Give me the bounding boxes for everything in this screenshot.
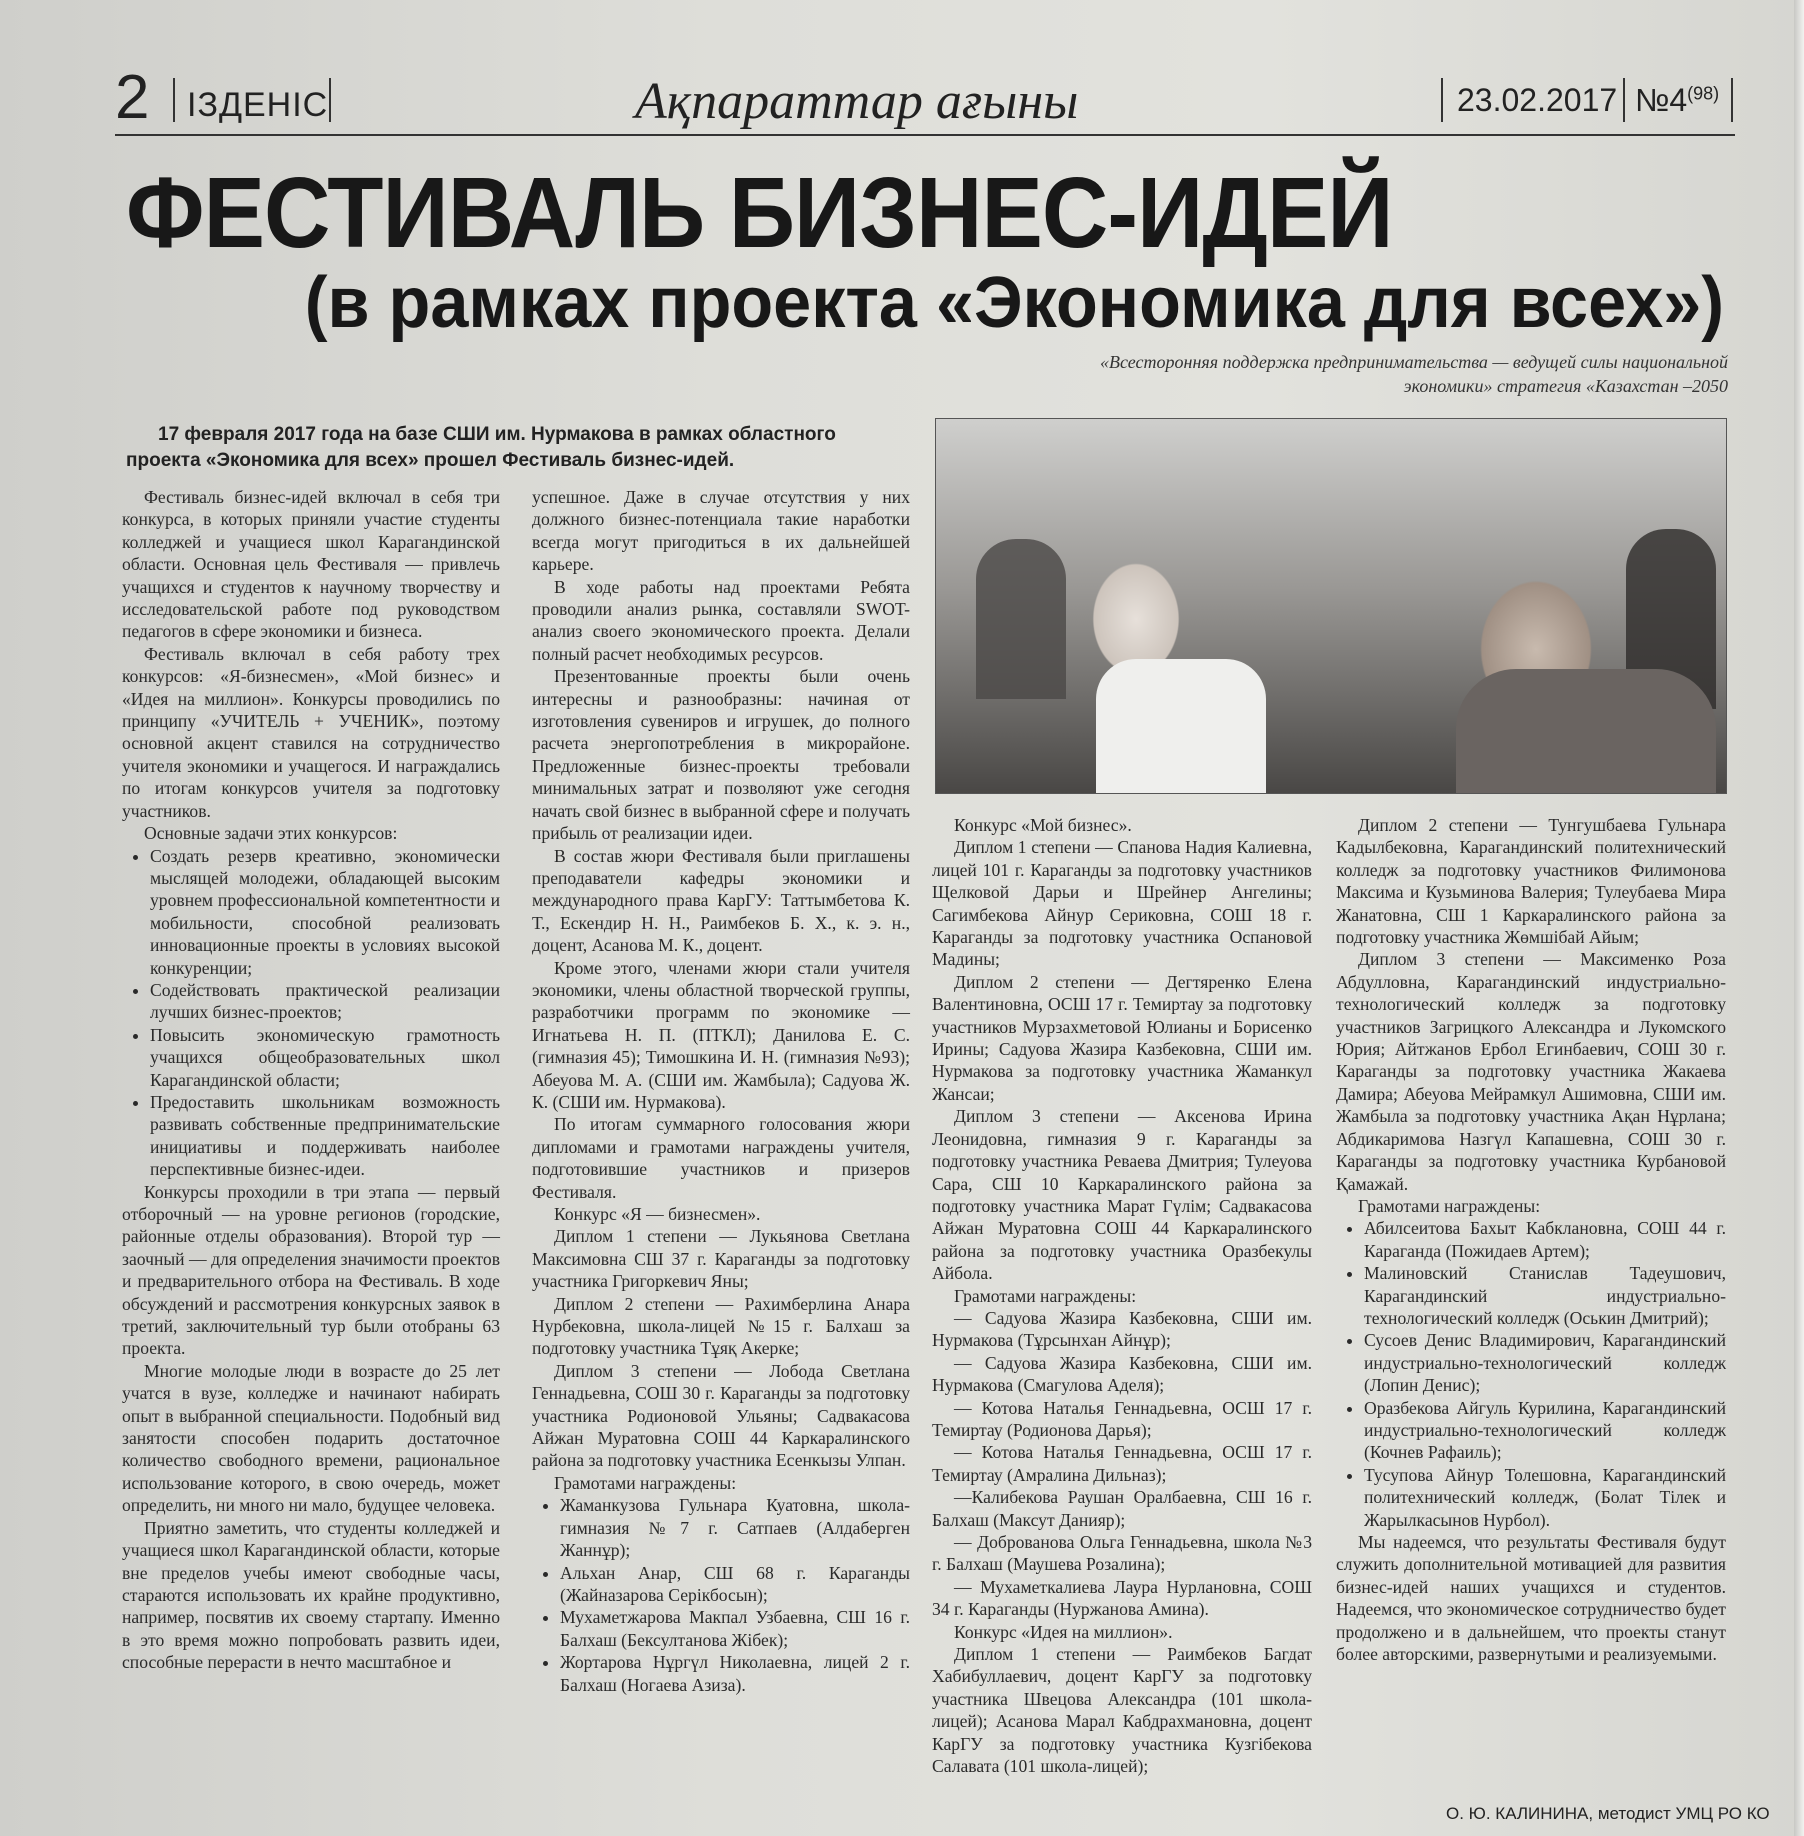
photo-figure <box>1096 659 1266 793</box>
page-header <box>115 63 1735 136</box>
paragraph: В состав жюри Фестиваля были приглашены преподаватели кафедры экономики и международного права КарГУ: Таттымбетова К. Т., Ескендир Н. Н., Раимбеков Б. Х., к. э. н., доцент, Асанова М. К., доцент. <box>532 845 910 956</box>
article-title: ФЕСТИВАЛЬ БИЗНЕС-ИДЕЙ <box>126 157 1393 269</box>
page-number: 2 <box>115 63 150 132</box>
list-item: • Тусупова Айнур Толешовна, Карагандинский политехнический колледж, (Болат Тілек и Жарылкасынов Нурбол). <box>1364 1464 1726 1531</box>
paragraph: — Котова Наталья Геннадьевна, ОСШ 17 г. Темиртау (Родионова Дарья); <box>932 1397 1312 1440</box>
paragraph: Диплом 1 степени — Раимбеков Багдат Хабибуллаевич, доцент КарГУ за подготовку участника Швецова Александра (101 школа-лицей); Асанова Марал Кабдрахмановна, доцент КарГУ за подготовку участника Кузгібекова Салавата (101 школа-лицей); <box>932 1644 1312 1777</box>
paragraph: Кроме этого, членами жюри стали учителя экономики, члены областной творческой группы, разработчики программ по экономике — Игнатьева Н. П. (ПТКЛ); Данилова Е. С. (гимназия 45); Тимошкина И. Н. (гимназия №93); Абеуова М. А. (СШИ им. Жамбыла); Садуова Ж. К. (СШИ им. Нурмакова). <box>532 957 910 1112</box>
column-3 <box>932 814 1312 1777</box>
issue-date: 23.02.2017 <box>1457 82 1618 118</box>
paragraph: Многие молодые люди в возрасте до 25 лет учатся в вузе, колледже и начинают набирать опыт в выбранной специальности. Подобный вид занятости способен подарить достаточное количество свободного времени, рациональное использование которого, в свою очередь, может определить, ни много ни мало, будущее человека. <box>122 1360 500 1516</box>
awards-list <box>1336 1217 1726 1531</box>
paragraph: Диплом 3 степени — Аксенова Ирина Леонидовна, гимназия 9 г. Караганды за подготовку участника Реваева Дмитрия; Тулеуова Сара, СШ 10 Каркаралинского района за подготовку участника Марат Гүлім; Садвакасова Айжан Муратовна СОШ 44 Каркаралинского района за подготовку участника Оразбекулы Айбола. <box>932 1106 1312 1284</box>
paragraph: Фестиваль бизнес-идей включал в себя три конкурса, в которых приняли участие студенты колледжей и учащиеся школ Карагандинской области. Основная цель Фестиваля — привлечь учащихся и студентов к научному творчеству и исследовательской работе под руководством педагогов в сфере экономики и бизнеса. <box>122 487 500 642</box>
paragraph: — Мухаметкалиева Лаура Нурлановна, СОШ 34 г. Караганды (Нуржанова Амина). <box>932 1576 1312 1620</box>
article-photo <box>935 418 1727 794</box>
paragraph: Конкурс «Мой бизнес». <box>954 815 1132 835</box>
section-name: ІЗДЕНІС <box>187 86 329 124</box>
paragraph: — Котова Наталья Геннадьевна, ОСШ 17 г. Темиртау (Амралина Дильназ); <box>932 1442 1312 1485</box>
paragraph: — Садуова Жазира Казбековна, СШИ им. Нурмакова (Смагулова Аделя); <box>932 1352 1312 1396</box>
paragraph: —Калибекова Раушан Оралбаевна, СШ 16 г. Балхаш (Максут Данияр); <box>932 1487 1312 1530</box>
paragraph: В ходе работы над проектами Ребята проводили анализ рынка, составляли SWOT- анализ своего экономического проекта. Делали полный расчет необходимых ресурсов. <box>532 576 910 664</box>
epigraph: «Всесторонняя поддержка предпринимательства — ведущей силы национальной экономики» стратегия «Казахстан –2050 <box>1100 352 1728 396</box>
paragraph: Диплом 2 степени — Рахимберлина Анара Нурбековна, школа-лицей №15 г. Балхаш за подготовку участника Тұяқ Акерке; <box>532 1293 910 1359</box>
paragraph: Грамотами награждены: <box>554 1472 737 1493</box>
header-divider <box>1441 78 1443 122</box>
issue-number: №4$^{(98)}$ <box>1635 82 1720 118</box>
paragraph: Мы надеемся, что результаты Фестиваля будут служить дополнительной мотивацией для развития бизнес-идей наших учащихся и студентов. Надеемся, что экономическое сотрудничество будет продолжено и в дальнейшем, что проекты станут более авторскими, развернутыми и реализуемыми. <box>1336 1532 1726 1665</box>
paragraph: — Доброванова Ольга Геннадьевна, школа №3 г. Балхаш (Маушева Розалина); <box>932 1532 1312 1575</box>
paragraph: Конкурс «Я — бизнесмен». <box>554 1204 761 1224</box>
photo-figure <box>976 539 1066 699</box>
column-1 <box>122 486 500 1674</box>
tasks-list <box>122 845 500 1181</box>
paragraph: Диплом 1 степени — Лукьянова Светлана Максимовна СШ 37 г. Караганды за подготовку участника Григоркевич Яны; <box>532 1226 910 1292</box>
paragraph: Диплом 1 степени — Спанова Надия Калиевна, лицей 101 г. Караганды за подготовку участников Щелковой Дарьи и Шрейнер Ангелины; Сагимбекова Айнур Сериковна, СОШ 18 г. Караганды за подготовку участника Оспановой Мадины; <box>932 837 1312 970</box>
list-item: • Альхан Анар, СШ 68 г. Караганды (Жайназарова Серікбосын); <box>560 1562 910 1607</box>
page-spine-shadow <box>1794 0 1804 1836</box>
list-item: • Абилсеитова Бахыт Кабклановна, СОШ 44 г. Караганда (Пожидаев Артем); <box>1364 1217 1726 1262</box>
paragraph: Диплом 2 степени — Дегтяренко Елена Валентиновна, ОСШ 17 г. Темиртау за подготовку участников Мурзахметовой Юлианы и Борисенко Ирины; Садуова Жазира Казбековна, СШИ им. Нурмакова за подготовку участника Жаманкул Жансаи; <box>932 971 1312 1104</box>
header-divider <box>1731 78 1733 122</box>
rubric-title: Ақпараттар ағыны <box>635 73 1079 130</box>
paragraph: По итогам суммарного голосования жюри дипломами и грамотами награждены учителя, подготовившие участников и призеров Фестиваля. <box>532 1114 910 1202</box>
awards-list <box>532 1494 910 1696</box>
paragraph: Фестиваль включал в себя работу трех конкурсов: «Я-бизнесмен», «Мой бизнес» и «Идея на миллион». Конкурсы проводились по принципу «УЧИТЕЛЬ + УЧЕНИК», поэтому основной акцент ставился на сотрудничество учителя экономики и учащегося. И награждались по итогам конкурсов учителя за подготовку участников. <box>122 643 500 821</box>
paragraph: успешное. Даже в случае отсутствия у них должного бизнес-потенциала такие наработки всегда могут пригодиться в их дальнейшей карьере. <box>532 487 910 575</box>
photo-figure <box>1456 669 1716 793</box>
list-item: • Сусоев Денис Владимирович, Карагандинский индустриально-технологический колледж (Лопин Денис); <box>1364 1329 1726 1396</box>
paragraph: Диплом 3 степени — Лобода Светлана Геннадьевна, СОШ 30 г. Караганды за подготовку участника Родионовой Ульяны; Садвакасова Айжан Муратовна СОШ 44 Каркаралинского района за подготовку участника Есенкызы Улпан. <box>532 1360 910 1471</box>
paragraph: Приятно заметить, что студенты колледжей и учащиеся школ Карагандинской области, которые вне пределов учебы имеют свободные часы, стараются использовать их крайне продуктивно, например, посвятив их своему стартапу. Именно в это время можно попробовать развить идеи, способные перерасти в нечто масштабное и <box>122 1517 500 1673</box>
article-lead: 17 февраля 2017 года на базе СШИ им. Нурмакова в рамках областного проекта «Экономика для всех» прошел Фестиваль бизнес-идей. <box>126 424 836 471</box>
paragraph: — Садуова Жазира Казбековна, СШИ им. Нурмакова (Тұрсынхан Айнұр); <box>932 1307 1312 1351</box>
list-item: • Содействовать практической реализации лучших бизнес-проектов; <box>150 979 500 1024</box>
article-subtitle: (в рамках проекта «Экономика для всех») <box>304 263 1724 343</box>
list-item: • Повысить экономическую грамотность учащихся общеобразовательных школ Карагандинской области; <box>150 1024 500 1091</box>
list-item: • Предоставить школьникам возможность развивать собственные предпринимательские инициативы и поддерживать наиболее перспективные бизнес-идеи. <box>150 1091 500 1181</box>
column-2 <box>532 486 910 1696</box>
list-item: • Оразбекова Айгуль Курилина, Карагандинский индустриально-технологический колледж (Кочнев Рафаиль); <box>1364 1397 1726 1464</box>
paragraph: Грамотами награждены: <box>1358 1195 1541 1216</box>
list-item: • Мухаметжарова Макпал Узбаевна, СШ 16 г. Балхаш (Бексултанова Жібек); <box>560 1606 910 1651</box>
header-divider <box>1623 78 1625 122</box>
paragraph: Грамотами награждены: <box>954 1285 1137 1306</box>
header-divider <box>329 78 331 122</box>
header-divider <box>173 78 175 122</box>
paragraph: Конкурсы проходили в три этапа — первый отборочный — на уровне регионов (городские, районные отделы образования). Второй тур — заочный — для определения значимости проектов и предварительного отбора на Фестиваль. В ходе обсуждений и рассмотрения конкурсных заявок в третий, заключительный тур были отобраны 63 проекта. <box>122 1181 500 1359</box>
paragraph: Конкурс «Идея на миллион». <box>954 1621 1173 1642</box>
paragraph: Презентованные проекты были очень интересны и разнообразны: начиная от изготовления сувениров и игрушек, до полного расчета энергопотребления в микрорайоне. Предложенные бизнес-проекты требовали минимальных затрат и позволяют уже сегодня начать свой бизнес в выбранной сфере и получать прибыль от реализации идеи. <box>532 666 910 844</box>
list-item: • Жортарова Нұргүл Николаевна, лицей 2 г. Балхаш (Ногаева Азиза). <box>560 1651 910 1696</box>
paragraph: Диплом 3 степени — Максименко Роза Абдулловна, Карагандинский индустриально-технологический колледж за подготовку участников Загрицкого Александра и Лукомского Юрия; Айтжанов Ербол Егинбаевич, СОШ 30 г. Караганды за подготовку участника Жакаева Дамира; Абеуова Мейрамкул Ашимовна, СШИ им. Жамбыла за подготовку участника Ақан Нұрлана; Абдикаримова Назгүл Капашевна, СОШ 30 г. Караганды за подготовку участника Курбановой Қамажай. <box>1336 949 1726 1194</box>
list-item: • Малиновский Станислав Тадеушович, Карагандинский индустриально-технологический колледж (Оськин Дмитрий); <box>1364 1262 1726 1329</box>
column-4 <box>1336 814 1726 1665</box>
list-item: • Создать резерв креативно, экономически мыслящей молодежи, обладающей высоким уровнем профессиональной компетентности и мобильности, способной реализовать инновационные проекты в условиях высокой конкуренции; <box>150 845 500 979</box>
author-signature: О. Ю. КАЛИНИНА, методист УМЦ РО КО <box>1446 1804 1770 1823</box>
paragraph: Основные задачи этих конкурсов: <box>144 823 398 844</box>
issue-total: (98) <box>1687 83 1720 104</box>
paragraph: Диплом 2 степени — Тунгушбаева Гульнара Кадылбековна, Карагандинский политехнический колледж за подготовку участников Филимонова Максима и Кузьминова Валерия; Тулеубаева Мира Жанатовна, СШ 1 Каркаралинского района за подготовку участника Жөмшібай Айым; <box>1336 815 1726 948</box>
list-item: • Жаманкузова Гульнара Куатовна, школа-гимназия №7 г. Сатпаев (Алдаберген Жаннұр); <box>560 1494 910 1561</box>
